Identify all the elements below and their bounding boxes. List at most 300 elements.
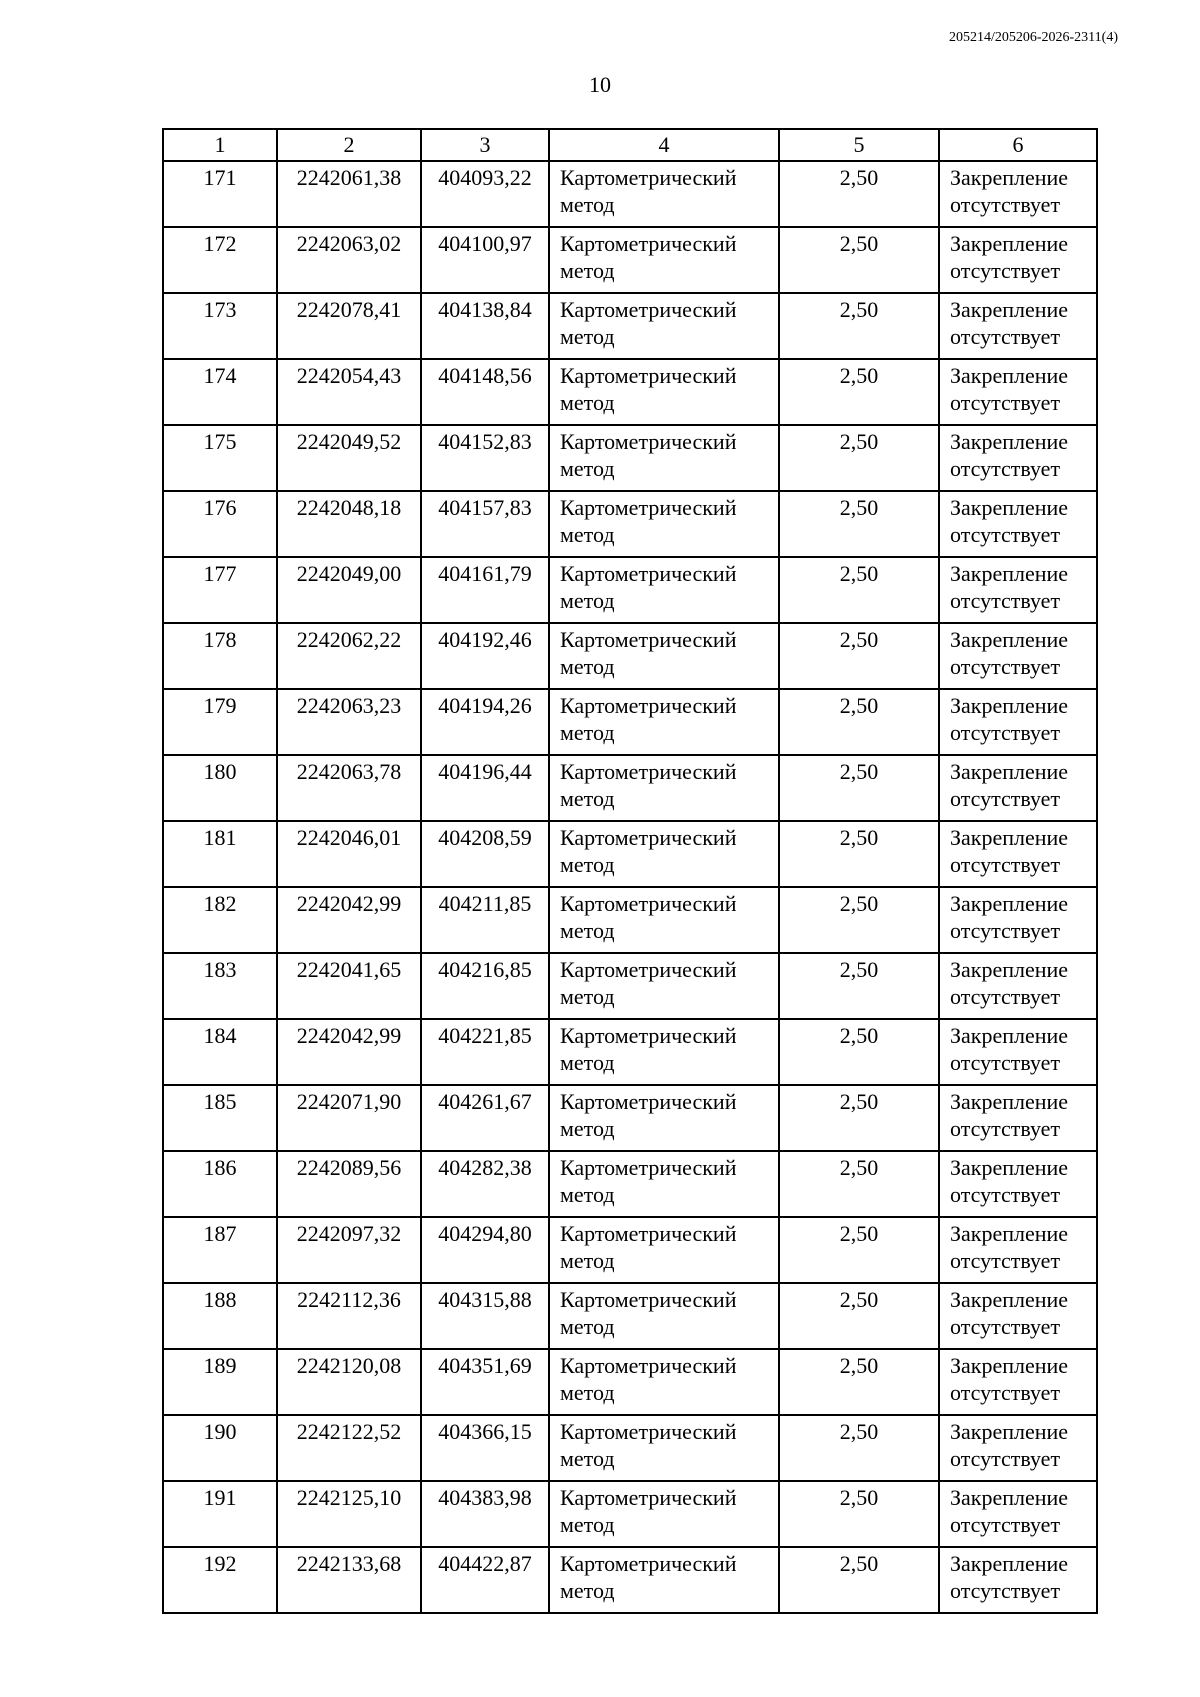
y-coordinate: 404383,98 — [438, 1485, 532, 1510]
y-coordinate-cell — [421, 1547, 549, 1613]
error-value: 2,50 — [839, 825, 879, 850]
method-cell — [549, 1283, 779, 1349]
y-coordinate: 404194,26 — [438, 693, 532, 718]
method-line-1: Картометрический — [560, 1551, 737, 1576]
fixation-line-2: отсутствует — [950, 1446, 1061, 1471]
error-value: 2,50 — [839, 1023, 879, 1048]
x-coordinate-cell — [277, 1481, 421, 1547]
method-line-2: метод — [560, 456, 615, 481]
point-number: 182 — [203, 891, 237, 916]
table-row — [163, 623, 1097, 689]
point-number: 178 — [203, 627, 237, 652]
y-coordinate: 404161,79 — [438, 561, 532, 586]
y-coordinate-cell — [421, 953, 549, 1019]
y-coordinate-cell — [421, 293, 549, 359]
header-cell: 5 — [779, 129, 939, 161]
table-row — [163, 1283, 1097, 1349]
method-line-1: Картометрический — [560, 165, 737, 190]
error-value: 2,50 — [839, 165, 879, 190]
method-line-1: Картометрический — [560, 231, 737, 256]
table-row — [163, 887, 1097, 953]
fixation-line-2: отсутствует — [950, 324, 1061, 349]
fixation-line-1: Закрепление — [950, 561, 1069, 586]
error-cell — [779, 1151, 939, 1217]
error-cell — [779, 887, 939, 953]
y-coordinate-cell — [421, 689, 549, 755]
method-line-1: Картометрический — [560, 429, 737, 454]
fixation-cell — [939, 1481, 1097, 1547]
x-coordinate-cell — [277, 227, 421, 293]
fixation-cell — [939, 557, 1097, 623]
x-coordinate-cell — [277, 953, 421, 1019]
fixation-line-1: Закрепление — [950, 165, 1069, 190]
error-cell — [779, 293, 939, 359]
error-cell — [779, 1349, 939, 1415]
error-cell — [779, 1415, 939, 1481]
x-coordinate-cell — [277, 1217, 421, 1283]
x-coordinate-cell — [277, 689, 421, 755]
method-line-2: метод — [560, 588, 615, 613]
method-line-1: Картометрический — [560, 1089, 737, 1114]
table-row — [163, 953, 1097, 1019]
fixation-line-2: отсутствует — [950, 1314, 1061, 1339]
y-coordinate-cell — [421, 1217, 549, 1283]
fixation-line-1: Закрепление — [950, 1419, 1069, 1444]
fixation-line-2: отсутствует — [950, 654, 1061, 679]
fixation-line-1: Закрепление — [950, 1221, 1069, 1246]
point-number: 174 — [203, 363, 237, 388]
method-line-2: метод — [560, 1050, 615, 1075]
fixation-line-2: отсутствует — [950, 720, 1061, 745]
x-coordinate-cell — [277, 1349, 421, 1415]
fixation-cell — [939, 689, 1097, 755]
method-line-2: метод — [560, 324, 615, 349]
x-coordinate-cell — [277, 821, 421, 887]
fixation-cell — [939, 359, 1097, 425]
method-cell — [549, 755, 779, 821]
y-coordinate-cell — [421, 1481, 549, 1547]
fixation-line-1: Закрепление — [950, 1551, 1069, 1576]
table-row — [163, 821, 1097, 887]
y-coordinate: 404366,15 — [438, 1419, 532, 1444]
error-cell — [779, 953, 939, 1019]
method-line-1: Картометрический — [560, 1155, 737, 1180]
point-number-cell — [163, 293, 277, 359]
method-cell — [549, 227, 779, 293]
method-line-2: метод — [560, 1182, 615, 1207]
point-number-cell — [163, 491, 277, 557]
y-coordinate: 404138,84 — [438, 297, 532, 322]
document-reference: 205214/205206-2026-2311(4) — [948, 30, 1118, 45]
point-number: 173 — [203, 297, 237, 322]
x-coordinate-cell — [277, 1085, 421, 1151]
point-number-cell — [163, 689, 277, 755]
fixation-line-1: Закрепление — [950, 1485, 1069, 1510]
error-value: 2,50 — [839, 231, 879, 256]
fixation-line-2: отсутствует — [950, 390, 1061, 415]
y-coordinate: 404192,46 — [438, 627, 532, 652]
method-cell — [549, 887, 779, 953]
fixation-line-2: отсутствует — [950, 852, 1061, 877]
error-cell — [779, 161, 939, 227]
method-line-2: метод — [560, 918, 615, 943]
table-row — [163, 425, 1097, 491]
x-coordinate: 2242042,99 — [296, 891, 402, 916]
method-line-2: метод — [560, 786, 615, 811]
error-value: 2,50 — [839, 429, 879, 454]
method-line-2: метод — [560, 192, 615, 217]
error-value: 2,50 — [839, 1485, 879, 1510]
x-coordinate-cell — [277, 1415, 421, 1481]
x-coordinate: 2242062,22 — [296, 627, 402, 652]
error-value: 2,50 — [839, 363, 879, 388]
method-line-1: Картометрический — [560, 891, 737, 916]
coordinates-table — [162, 128, 1098, 1614]
fixation-cell — [939, 1019, 1097, 1085]
error-cell — [779, 821, 939, 887]
point-number-cell — [163, 953, 277, 1019]
method-cell — [549, 1349, 779, 1415]
table-row — [163, 359, 1097, 425]
method-cell — [549, 623, 779, 689]
fixation-line-2: отсутствует — [950, 456, 1061, 481]
point-number: 187 — [203, 1221, 237, 1246]
method-cell — [549, 1547, 779, 1613]
method-line-2: метод — [560, 1446, 615, 1471]
x-coordinate: 2242078,41 — [296, 297, 402, 322]
method-line-2: метод — [560, 720, 615, 745]
fixation-cell — [939, 161, 1097, 227]
error-cell — [779, 1283, 939, 1349]
fixation-line-2: отсутствует — [950, 1116, 1061, 1141]
x-coordinate: 2242046,01 — [296, 825, 402, 850]
method-cell — [549, 1481, 779, 1547]
error-value: 2,50 — [839, 1419, 879, 1444]
table-row — [163, 293, 1097, 359]
x-coordinate: 2242042,99 — [296, 1023, 402, 1048]
error-cell — [779, 1481, 939, 1547]
method-line-1: Картометрический — [560, 495, 737, 520]
point-number: 175 — [203, 429, 237, 454]
y-coordinate-cell — [421, 161, 549, 227]
y-coordinate: 404351,69 — [438, 1353, 532, 1378]
x-coordinate-cell — [277, 425, 421, 491]
table-row — [163, 1217, 1097, 1283]
error-value: 2,50 — [839, 297, 879, 322]
method-line-2: метод — [560, 1116, 615, 1141]
error-cell — [779, 689, 939, 755]
y-coordinate-cell — [421, 755, 549, 821]
point-number: 186 — [203, 1155, 237, 1180]
header-cell: 1 — [163, 129, 277, 161]
point-number-cell — [163, 359, 277, 425]
error-value: 2,50 — [839, 957, 879, 982]
method-line-1: Картометрический — [560, 825, 737, 850]
fixation-line-2: отсутствует — [950, 1578, 1061, 1603]
x-coordinate-cell — [277, 1019, 421, 1085]
fixation-line-1: Закрепление — [950, 1353, 1069, 1378]
method-line-1: Картометрический — [560, 693, 737, 718]
error-value: 2,50 — [839, 1287, 879, 1312]
y-coordinate-cell — [421, 1151, 549, 1217]
method-line-1: Картометрический — [560, 957, 737, 982]
fixation-line-2: отсутствует — [950, 1182, 1061, 1207]
y-coordinate-cell — [421, 359, 549, 425]
y-coordinate: 404196,44 — [438, 759, 532, 784]
method-cell — [549, 1085, 779, 1151]
point-number-cell — [163, 821, 277, 887]
method-line-1: Картометрический — [560, 1485, 737, 1510]
point-number-cell — [163, 1019, 277, 1085]
table-row — [163, 1019, 1097, 1085]
point-number-cell — [163, 755, 277, 821]
error-value: 2,50 — [839, 495, 879, 520]
table-row — [163, 557, 1097, 623]
point-number-cell — [163, 557, 277, 623]
header-cell: 4 — [549, 129, 779, 161]
fixation-cell — [939, 1349, 1097, 1415]
table-body — [163, 161, 1097, 1613]
method-cell — [549, 1415, 779, 1481]
point-number-cell — [163, 623, 277, 689]
y-coordinate-cell — [421, 227, 549, 293]
y-coordinate: 404261,67 — [438, 1089, 532, 1114]
header-cell: 2 — [277, 129, 421, 161]
error-value: 2,50 — [839, 1089, 879, 1114]
method-line-2: метод — [560, 1314, 615, 1339]
x-coordinate: 2242063,23 — [296, 693, 402, 718]
y-coordinate-cell — [421, 1019, 549, 1085]
page-number: 10 — [589, 72, 611, 97]
fixation-line-2: отсутствует — [950, 1380, 1061, 1405]
error-value: 2,50 — [839, 627, 879, 652]
error-cell — [779, 1085, 939, 1151]
table-row — [163, 1415, 1097, 1481]
fixation-cell — [939, 887, 1097, 953]
y-coordinate: 404208,59 — [438, 825, 532, 850]
method-line-1: Картометрический — [560, 1287, 737, 1312]
fixation-line-1: Закрепление — [950, 1155, 1069, 1180]
x-coordinate: 2242097,32 — [296, 1221, 402, 1246]
fixation-cell — [939, 755, 1097, 821]
point-number: 192 — [203, 1551, 237, 1576]
x-coordinate: 2242048,18 — [296, 495, 402, 520]
method-line-1: Картометрический — [560, 1419, 737, 1444]
error-cell — [779, 491, 939, 557]
point-number-cell — [163, 1217, 277, 1283]
x-coordinate: 2242125,10 — [296, 1485, 402, 1510]
x-coordinate: 2242063,02 — [296, 231, 402, 256]
method-cell — [549, 1151, 779, 1217]
point-number-cell — [163, 1151, 277, 1217]
point-number-cell — [163, 425, 277, 491]
table-header-row — [163, 129, 1097, 161]
fixation-cell — [939, 1085, 1097, 1151]
fixation-line-1: Закрепление — [950, 891, 1069, 916]
fixation-cell — [939, 425, 1097, 491]
point-number: 172 — [203, 231, 237, 256]
fixation-cell — [939, 1217, 1097, 1283]
method-cell — [549, 557, 779, 623]
method-line-2: метод — [560, 1512, 615, 1537]
point-number-cell — [163, 1349, 277, 1415]
x-coordinate-cell — [277, 557, 421, 623]
point-number: 183 — [203, 957, 237, 982]
error-cell — [779, 1019, 939, 1085]
fixation-line-1: Закрепление — [950, 627, 1069, 652]
point-number: 184 — [203, 1023, 237, 1048]
fixation-cell — [939, 227, 1097, 293]
fixation-cell — [939, 1415, 1097, 1481]
method-cell — [549, 953, 779, 1019]
method-line-2: метод — [560, 522, 615, 547]
fixation-cell — [939, 821, 1097, 887]
method-line-2: метод — [560, 984, 615, 1009]
y-coordinate: 404152,83 — [438, 429, 532, 454]
y-coordinate: 404211,85 — [438, 891, 532, 916]
method-line-2: метод — [560, 1578, 615, 1603]
error-cell — [779, 227, 939, 293]
method-line-2: метод — [560, 390, 615, 415]
table-row — [163, 161, 1097, 227]
point-number-cell — [163, 1415, 277, 1481]
x-coordinate: 2242041,65 — [296, 957, 402, 982]
point-number-cell — [163, 1481, 277, 1547]
method-line-2: метод — [560, 654, 615, 679]
point-number: 188 — [203, 1287, 237, 1312]
y-coordinate-cell — [421, 1349, 549, 1415]
fixation-line-2: отсутствует — [950, 192, 1061, 217]
error-value: 2,50 — [839, 561, 879, 586]
x-coordinate: 2242063,78 — [296, 759, 402, 784]
point-number: 181 — [203, 825, 237, 850]
point-number-cell — [163, 1085, 277, 1151]
y-coordinate-cell — [421, 821, 549, 887]
error-value: 2,50 — [839, 1155, 879, 1180]
method-cell — [549, 689, 779, 755]
y-coordinate-cell — [421, 623, 549, 689]
point-number-cell — [163, 161, 277, 227]
x-coordinate: 2242112,36 — [297, 1287, 401, 1312]
fixation-line-2: отсутствует — [950, 588, 1061, 613]
method-line-2: метод — [560, 1248, 615, 1273]
error-cell — [779, 755, 939, 821]
error-value: 2,50 — [839, 759, 879, 784]
point-number-cell — [163, 227, 277, 293]
x-coordinate: 2242049,00 — [296, 561, 402, 586]
header-cell: 6 — [939, 129, 1097, 161]
point-number: 191 — [203, 1485, 237, 1510]
x-coordinate-cell — [277, 1283, 421, 1349]
x-coordinate: 2242054,43 — [296, 363, 402, 388]
method-cell — [549, 821, 779, 887]
x-coordinate-cell — [277, 491, 421, 557]
header-cell: 3 — [421, 129, 549, 161]
fixation-cell — [939, 1283, 1097, 1349]
y-coordinate: 404148,56 — [438, 363, 532, 388]
fixation-line-1: Закрепление — [950, 363, 1069, 388]
fixation-cell — [939, 953, 1097, 1019]
x-coordinate-cell — [277, 161, 421, 227]
table-row — [163, 689, 1097, 755]
y-coordinate: 404282,38 — [438, 1155, 532, 1180]
error-value: 2,50 — [839, 1353, 879, 1378]
error-cell — [779, 623, 939, 689]
error-value: 2,50 — [839, 891, 879, 916]
x-coordinate-cell — [277, 755, 421, 821]
x-coordinate-cell — [277, 623, 421, 689]
method-cell — [549, 161, 779, 227]
method-line-1: Картометрический — [560, 297, 737, 322]
x-coordinate: 2242122,52 — [296, 1419, 402, 1444]
table-row — [163, 1547, 1097, 1613]
error-cell — [779, 425, 939, 491]
y-coordinate-cell — [421, 557, 549, 623]
table-row — [163, 1349, 1097, 1415]
x-coordinate: 2242120,08 — [296, 1353, 402, 1378]
fixation-line-1: Закрепление — [950, 1089, 1069, 1114]
method-line-2: метод — [560, 258, 615, 283]
fixation-cell — [939, 293, 1097, 359]
method-line-1: Картометрический — [560, 561, 737, 586]
y-coordinate-cell — [421, 1085, 549, 1151]
point-number: 171 — [203, 165, 237, 190]
fixation-line-1: Закрепление — [950, 957, 1069, 982]
y-coordinate: 404157,83 — [438, 495, 532, 520]
method-cell — [549, 293, 779, 359]
point-number: 185 — [203, 1089, 237, 1114]
error-value: 2,50 — [839, 1221, 879, 1246]
fixation-line-1: Закрепление — [950, 495, 1069, 520]
fixation-line-1: Закрепление — [950, 297, 1069, 322]
point-number-cell — [163, 887, 277, 953]
table-row — [163, 755, 1097, 821]
table-row — [163, 491, 1097, 557]
error-value: 2,50 — [839, 693, 879, 718]
x-coordinate: 2242071,90 — [296, 1089, 402, 1114]
point-number-cell — [163, 1283, 277, 1349]
method-line-1: Картометрический — [560, 759, 737, 784]
table-row — [163, 227, 1097, 293]
method-line-2: метод — [560, 1380, 615, 1405]
fixation-cell — [939, 1547, 1097, 1613]
method-line-1: Картометрический — [560, 1023, 737, 1048]
x-coordinate: 2242089,56 — [296, 1155, 402, 1180]
point-number: 189 — [203, 1353, 237, 1378]
method-cell — [549, 1019, 779, 1085]
x-coordinate: 2242133,68 — [296, 1551, 402, 1576]
fixation-cell — [939, 491, 1097, 557]
point-number: 179 — [203, 693, 237, 718]
error-value: 2,50 — [839, 1551, 879, 1576]
y-coordinate: 404294,80 — [438, 1221, 532, 1246]
method-line-1: Картометрический — [560, 1353, 737, 1378]
fixation-line-2: отсутствует — [950, 786, 1061, 811]
table-row — [163, 1085, 1097, 1151]
y-coordinate: 404422,87 — [438, 1551, 532, 1576]
fixation-line-2: отсутствует — [950, 984, 1061, 1009]
x-coordinate-cell — [277, 1151, 421, 1217]
y-coordinate-cell — [421, 887, 549, 953]
error-cell — [779, 557, 939, 623]
point-number-cell — [163, 1547, 277, 1613]
point-number: 180 — [203, 759, 237, 784]
y-coordinate-cell — [421, 425, 549, 491]
x-coordinate-cell — [277, 359, 421, 425]
y-coordinate: 404221,85 — [438, 1023, 532, 1048]
y-coordinate: 404315,88 — [438, 1287, 532, 1312]
fixation-line-2: отсутствует — [950, 1050, 1061, 1075]
